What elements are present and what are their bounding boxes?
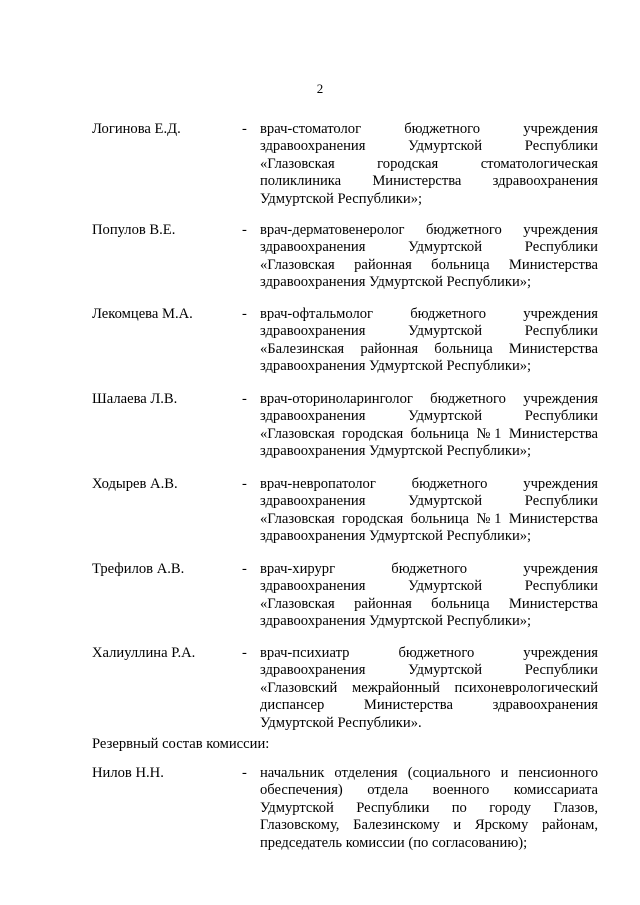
member-role: врач-оториноларинголог бюджетного учреждения здравоохранения Удмуртской Республики «Глазовская городская больница №1 Министерства здравоохранения Удмуртской Республики»;	[260, 391, 598, 460]
member-role: врач-офтальмолог бюджетного учреждения здравоохранения Удмуртской Республики «Балезинская районная больница Министерства здравоохранения Удмуртской Республики»;	[260, 306, 598, 375]
member-role: врач-невропатолог бюджетного учреждения здравоохранения Удмуртской Республики «Глазовская городская больница №1 Министерства здравоохранения Удмуртской Республики»;	[260, 476, 598, 545]
member-name: Логинова Е.Д.	[92, 121, 181, 137]
dash: -	[242, 121, 247, 137]
member-name: Трефилов А.В.	[92, 561, 185, 577]
member-name: Ходырев А.В.	[92, 476, 178, 492]
member-name: Лекомцева М.А.	[92, 306, 193, 322]
member-role: врач-хирург бюджетного учреждения здравоохранения Удмуртской Республики «Глазовская районная больница Министерства здравоохранения Удмуртской Республики»;	[260, 561, 598, 630]
member-name: Популов В.Е.	[92, 222, 176, 238]
member-role: врач-психиатр бюджетного учреждения здравоохранения Удмуртской Республики «Глазовский межрайонный психоневрологический диспансер Министерства здравоохранения Удмуртской Республики».	[260, 645, 598, 731]
page-number: 2	[316, 81, 324, 96]
dash: -	[242, 645, 247, 661]
dash: -	[242, 391, 247, 407]
member-role: врач-дерматовенеролог бюджетного учреждения здравоохранения Удмуртской Республики «Глазовская районная больница Министерства здравоохранения Удмуртской Республики»;	[260, 222, 598, 291]
member-name: Шалаева Л.В.	[92, 391, 178, 407]
reserve-heading: Резервный состав комиссии:	[92, 736, 270, 752]
member-name: Нилов Н.Н.	[92, 765, 164, 781]
member-name: Халиуллина Р.А.	[92, 645, 196, 661]
member-role: врач-стоматолог бюджетного учреждения здравоохранения Удмуртской Республики «Глазовская городская стоматологическая поликлиника Министерства здравоохранения Удмуртской Республики»;	[260, 121, 598, 207]
dash: -	[242, 306, 247, 322]
dash: -	[242, 476, 247, 492]
dash: -	[242, 561, 247, 577]
dash: -	[242, 222, 247, 238]
dash: -	[242, 765, 247, 781]
member-role: начальник отделения (социального и пенсионного обеспечения) отдела военного комиссариата Удмуртской Республики по городу Глазов, Глазовскому, Балезинскому и Ярскому районам, председатель комиссии (по согласованию);	[260, 765, 598, 851]
